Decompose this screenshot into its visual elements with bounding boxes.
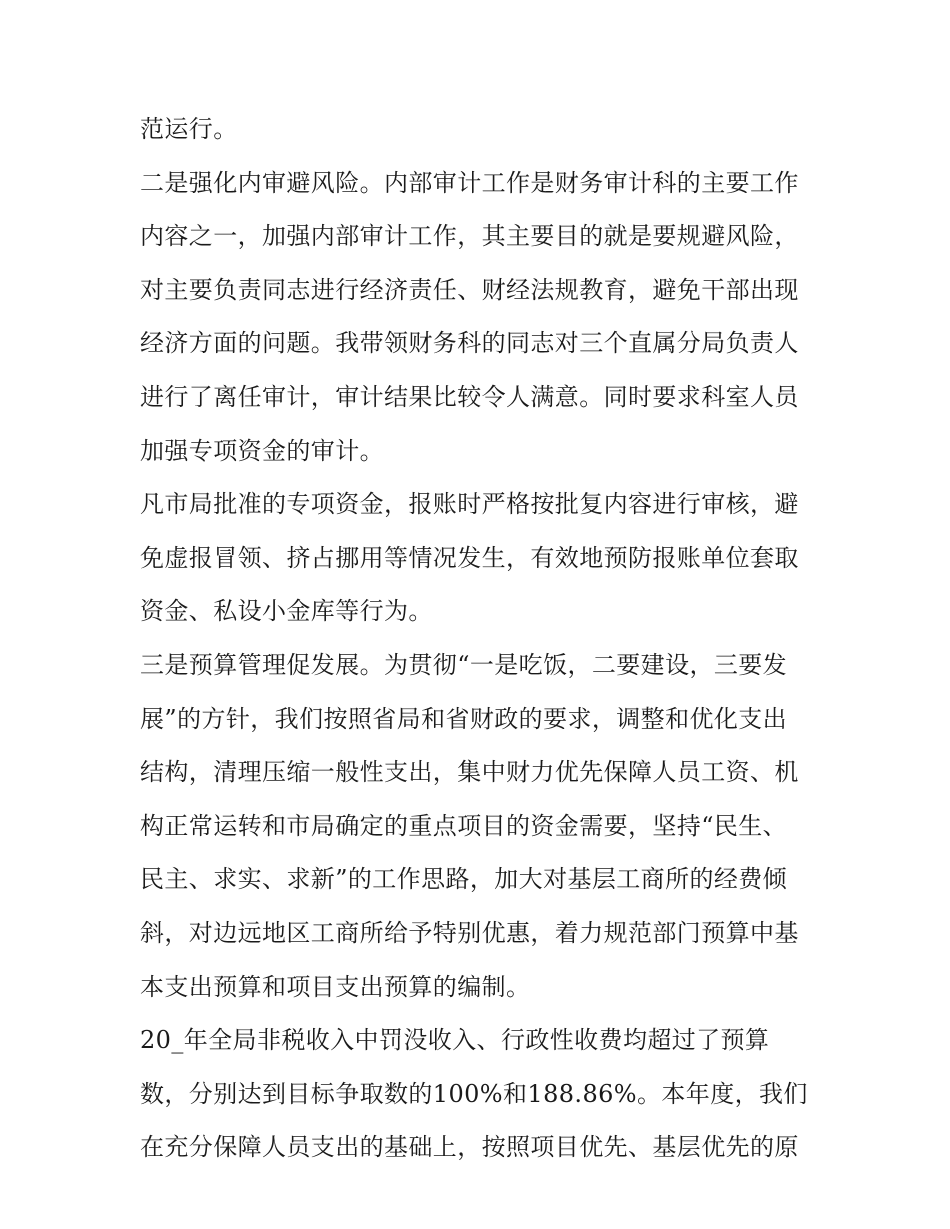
text-line: 结构，清理压缩一般性支出，集中财力优先保障人员工资、机 [140, 758, 799, 787]
text-line: 内容之一，加强内部审计工作，其主要目的就是要规避风险， [140, 222, 799, 251]
text-line: 进行了离任审计，审计结果比较令人满意。同时要求科室人员 [140, 382, 799, 411]
text-line: 加强专项资金的审计。 [140, 436, 384, 465]
text-line: 三是预算管理促发展。为贯彻“一是吃饭，二要建设，三要发 [140, 650, 788, 679]
text-line: 20_年全局非税收入中罚没收入、行政性收费均超过了预算 [140, 1026, 770, 1055]
text-line: 范运行。 [140, 115, 238, 143]
text-line: 凡市局批准的专项资金，报账时严格按批复内容进行审核，避 [140, 490, 799, 519]
text-line: 斜，对边远地区工商所给予特别优惠，着力规范部门预算中基 [140, 918, 799, 947]
text-line: 对主要负责同志进行经济责任、财经法规教育，避免干部出现 [140, 275, 799, 304]
text-line: 本支出预算和项目支出预算的编制。 [140, 972, 531, 1001]
text-line: 构正常运转和市局确定的重点项目的资金需要，坚持“民生、 [140, 811, 788, 840]
text-line: 免虚报冒领、挤占挪用等情况发生，有效地预防报账单位套取 [140, 543, 799, 572]
text-line: 二是强化内审避风险。内部审计工作是财务审计科的主要工作 [140, 168, 799, 197]
text-line: 经济方面的问题。我带领财务科的同志对三个直属分局负责人 [140, 329, 799, 358]
text-line: 展”的方针，我们按照省局和省财政的要求，调整和优化支出 [140, 704, 788, 733]
text-line: 资金、私设小金库等行为。 [140, 597, 433, 626]
text-line: 在充分保障人员支出的基础上，按照项目优先、基层优先的原 [140, 1133, 799, 1162]
text-line: 民主、求实、求新”的工作思路，加大对基层工商所的经费倾 [140, 865, 788, 894]
document-body [140, 106, 820, 1178]
text-line: 数，分别达到目标争取数的100%和188.86%。本年度，我们 [140, 1079, 808, 1108]
